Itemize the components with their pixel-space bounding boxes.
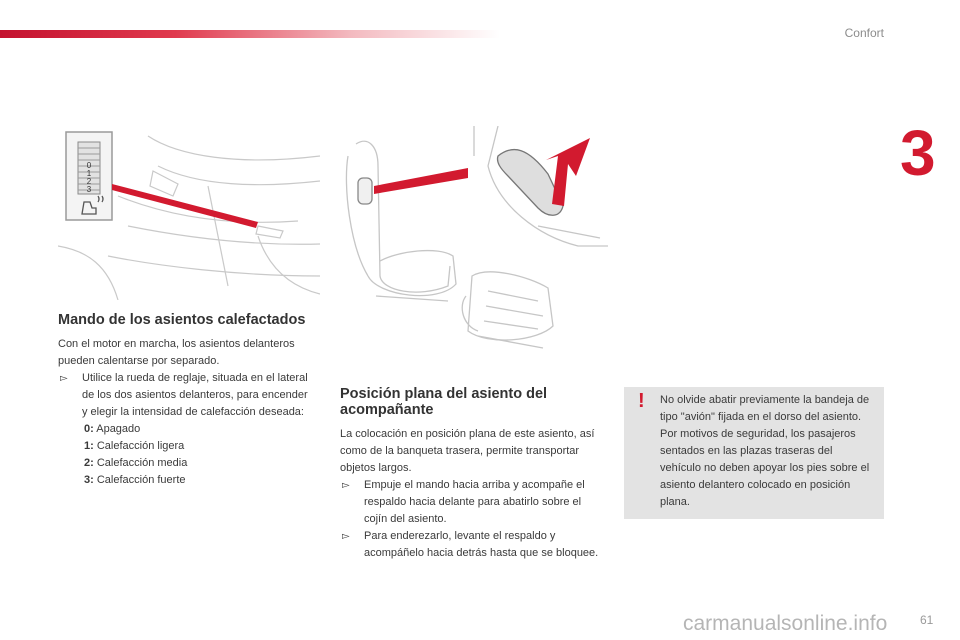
seat-release-lever-icon — [358, 178, 372, 204]
heated-seats-bullet-text: Utilice la rueda de reglaje, situada en el lateral de los dos asientos delanteros, para encender y elegir la intensidad de calefacción deseada: — [82, 372, 308, 418]
heat-level-item — [84, 472, 308, 489]
watermark: carmanualsonline.info — [683, 612, 888, 635]
flat-seat-bullet-text: Empuje el mando hacia arriba y acompañe el respaldo hacia delante para abatirlo sobre el cojín del asiento. — [364, 479, 585, 525]
header-accent-bar — [0, 30, 500, 38]
bullet-arrow-icon: ▻ — [60, 373, 68, 384]
heat-level-label: Calefacción media — [96, 457, 188, 469]
flat-seat-section — [340, 386, 602, 562]
flat-seat-illustration — [338, 126, 608, 366]
heated-seats-bullet — [58, 370, 308, 421]
heat-level-label: Calefacción fuerte — [96, 474, 186, 486]
heat-level-item — [84, 438, 308, 455]
heat-levels-list — [58, 421, 308, 489]
flat-seat-bullet — [340, 528, 602, 562]
dial-digit-2: 2 — [86, 177, 92, 186]
heat-level-key: 2: — [84, 457, 94, 469]
chapter-number: 3 — [900, 117, 934, 189]
section-title: Confort — [844, 26, 884, 40]
warning-note-text: No olvide abatir previamente la bandeja de tipo "avión" fijada en el dorso del asiento. Por motivos de seguridad, los pasajeros sentados en las plazas traseras del vehículo no deben apoyar los pies sobre el asiento delantero colocado en posición plana. — [660, 394, 870, 508]
flat-seat-bullet — [340, 477, 602, 528]
page-number: 61 — [920, 613, 934, 627]
flat-seat-title: Posición plana del asiento del acompañante — [340, 386, 548, 418]
heated-seat-illustration — [58, 126, 320, 300]
bullet-arrow-icon: ▻ — [342, 480, 350, 491]
warning-exclamation-icon: ! — [638, 390, 645, 412]
dial-digit-0: 0 — [86, 161, 92, 170]
flat-seat-intro: La colocación en posición plana de este asiento, así como de la banqueta trasera, permite transportar objetos largos. — [340, 428, 595, 474]
bullet-arrow-icon: ▻ — [342, 531, 350, 542]
flat-seat-bullet-text: Para enderezarlo, levante el respaldo y acompáñelo hacia detrás hasta que se bloquee. — [364, 530, 599, 559]
heat-level-item — [84, 455, 308, 472]
dial-digit-1: 1 — [86, 169, 92, 178]
dial-digit-3: 3 — [86, 185, 92, 194]
heat-level-key: 0: — [84, 423, 94, 435]
heat-level-key: 3: — [84, 474, 94, 486]
heated-seats-title: Mando de los asientos calefactados — [58, 312, 306, 328]
heated-seats-section — [58, 312, 308, 489]
pointer-arrow-lever — [374, 168, 468, 194]
heated-seats-intro: Con el motor en marcha, los asientos delanteros pueden calentarse por separado. — [58, 338, 295, 367]
heat-level-label: Apagado — [96, 423, 141, 435]
heat-level-key: 1: — [84, 440, 94, 452]
warning-note — [624, 387, 884, 519]
pointer-arrow — [112, 184, 258, 228]
heat-level-item — [84, 421, 308, 438]
seat-backrest-icon — [497, 150, 563, 216]
heat-level-label: Calefacción ligera — [96, 440, 185, 452]
